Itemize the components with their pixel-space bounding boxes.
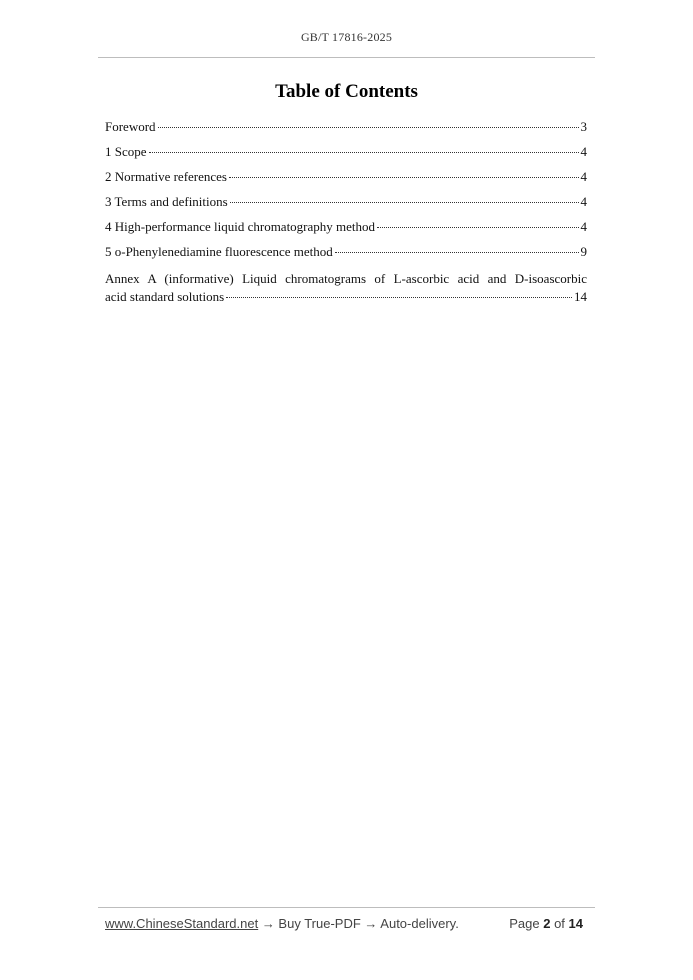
footer-tagline: → Buy True-PDF → Auto-delivery. — [258, 916, 459, 931]
toc-entry-page: 14 — [574, 289, 587, 304]
toc-entry-hplc-method[interactable] — [105, 218, 587, 243]
toc-entry-terms-definitions[interactable] — [105, 193, 587, 218]
toc-entry-label: 1 Scope — [105, 144, 147, 159]
of-word: of — [554, 916, 565, 931]
toc-entry-page: 9 — [580, 244, 587, 259]
toc-entry-label-continued — [105, 288, 587, 306]
dot-leader — [377, 227, 578, 228]
page-footer — [105, 916, 583, 931]
total-pages-number: 14 — [568, 916, 583, 931]
toc-entry-normative-references[interactable] — [105, 168, 587, 193]
toc-entry-page: 4 — [580, 169, 587, 184]
running-header: GB/T 17816-2025 — [300, 30, 393, 44]
dot-leader — [230, 202, 579, 203]
toc-entry-label: 4 High-performance liquid chromatography method — [105, 219, 376, 234]
dot-leader — [158, 127, 579, 128]
dot-leader — [226, 297, 572, 298]
dot-leader — [229, 177, 579, 178]
toc-entry-label: 2 Normative references — [105, 169, 227, 184]
toc-list — [105, 118, 587, 306]
toc-entry-annex-a[interactable] — [105, 270, 587, 306]
toc-entry-scope[interactable] — [105, 143, 587, 168]
toc-entry-label: 3 Terms and definitions — [105, 194, 228, 209]
toc-entry-fluorescence-method[interactable] — [105, 243, 587, 268]
toc-entry-page: 4 — [580, 194, 587, 209]
site-link[interactable]: www.ChineseStandard.net — [105, 916, 259, 931]
footer-left — [105, 916, 459, 931]
toc-entry-label: 5 o-Phenylenediamine fluorescence method — [105, 244, 333, 259]
toc-entry-label: Annex A (informative) Liquid chromatograms of L-ascorbic acid and D-isoascorbic — [105, 271, 587, 286]
toc-entry-foreword[interactable] — [105, 118, 587, 143]
toc-entry-label-line2: acid standard solutions — [105, 289, 225, 304]
dot-leader — [149, 152, 579, 153]
header-divider — [98, 57, 595, 58]
toc-entry-page: 4 — [580, 219, 587, 234]
toc-entry-label: Foreword — [105, 119, 156, 134]
current-page-number: 2 — [543, 916, 551, 931]
page-word: Page — [509, 916, 540, 931]
dot-leader — [335, 252, 579, 253]
footer-divider — [98, 907, 595, 908]
page-indicator — [509, 916, 583, 931]
toc-title: Table of Contents — [275, 81, 418, 102]
toc-entry-page: 4 — [580, 144, 587, 159]
toc-entry-page: 3 — [580, 119, 587, 134]
